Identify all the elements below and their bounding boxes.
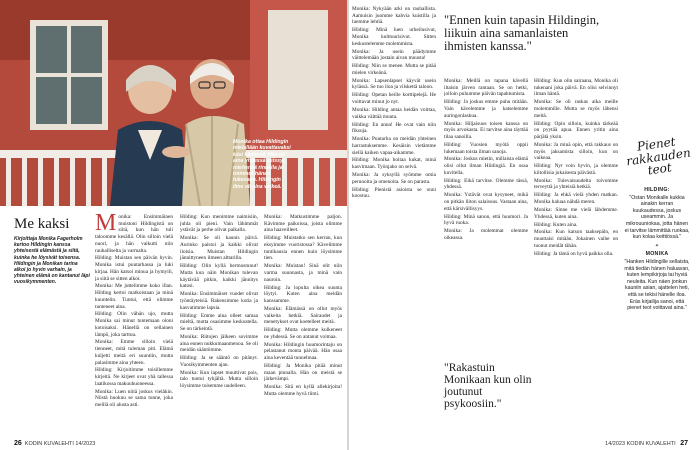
paragraph: Hilding: Emme aina olleet samaa mieltä, mutta osasimme keskustella. Se on tärkeintä. [180,312,258,332]
paragraph: Monika: Hiljaisuus toisen kanssa on myös arvokasta. Ei tarvitse aina täyttää tilaa sanoilla. [444,120,528,140]
paragraph: Hilding: Kuten aina. [534,221,578,228]
paragraph: Monika: Ja minä opin, että rakkaus on myös jaksamista silloin, kun on vaikeaa. [534,141,618,162]
paragraph: Monika: Hilding antaa heidän voittaa, vaikka väittää muuta. [352,106,436,120]
right-page [348,0,696,450]
paragraph: Hilding: Olin kyllä hermostunut! Mutta kun näin Monikan tulevan käytävää pitkin, kaikki jännitys katosi. [180,263,258,290]
paragraph: Hilding: Ja lopulta oikea suunta löytyi. Kuten aina meidän kanssamme. [264,284,342,304]
page-number: 27 [680,440,688,447]
paragraph: Hilding: Ja joskus emme puhu mitään. Vain kävelemme ja katselemme auringonlaskua. [444,99,528,119]
paragraph: Hilding: Kirjoitimme toisillemme kirjeitä. Ne kirjeet ovat yhä tallessa laatikossa makuuhuoneessa. [95,367,173,387]
paragraph: Hilding: Ja tämä on hyvä paikka olla. [534,250,614,257]
paragraph: Hilding: Niin se menee. Mutta se pitää mielen virkeänä. [352,63,436,76]
paragraph: Hilding: Ja Monika pitää minut maan pinnalla. Hän on meistä se järkevämpi. [264,363,342,383]
paragraph: Monika: Nykyään arki on rauhallista. Aamuisin juomme kahvia kuistilla ja luemme lehtiä. [352,6,436,26]
sidebar-name-monika: MONIKA [645,251,669,258]
right-column-1 [352,6,436,438]
paragraph: Hilding: Ja se sääntö on pitänyt. Vuosikymmenten ajan. [180,355,258,368]
paragraph: Monika: Sinne me vielä lähdemme. Yhdessä, kuten aina. [534,206,618,220]
paragraph: Monika: Me juttelimme koko illan. Hilding kertoi matkoistaan ja minä kuuntelin. Tuntui, että olimme tunteneet aina. [95,283,173,310]
paragraph: Monika: Se oli kaunis päivä. Aurinko paistoi ja kaikki olivat iloisia. Muistan Hildingin jännittyneen ilmeen alttarilla. [180,235,258,262]
paragraph: Monika: Sitä en kyllä allekirjoita! Mutta olemme hyvä tiimi. [264,384,342,398]
paragraph: Monika: Riitojen jälkeen sovimme aina ennen nukkumaanmenoa. Se oli meidän sääntömme. [180,333,258,354]
left-column-2 [180,214,258,436]
paragraph: Hilding: En anna! He ovat vain niin fiksuja. [352,121,436,135]
sidebar-name-hilding: HILDING: [644,187,670,193]
left-column-3 [264,214,342,436]
paragraph: Hilding: Opetan heille korttipelejä. He voittavat minut jo nyt. [352,92,436,106]
paragraph: Monika: Puutarha on meidän yhteinen harrastuksemme. Kesäisin vietämme siellä kaiken vapaa-aikamme. [352,136,436,156]
paragraph: Monika: Hildingin huumorintaju on pelastanut monta päivää. Hän osaa aina keventää tunnelmaa. [264,341,342,362]
sidebar-title: Pienet rakkauden teot [625,134,692,178]
pull-quote-bottom: "Rakastuin Monikaan kun olin joutunut psykoosiin." [444,362,532,410]
paragraph: Monika: Ja syksyllä syömme omia perunoita ja omenoita. Se on parasta. [352,172,436,185]
paragraph: Hilding: Monika hoitaa kukat, minä kasvimaan. Työnjako on selvä. [352,157,436,171]
paragraph: Monika: Ensimmäinen muistoni Hildingistä on siitä, kun hän tuli taloomme kesällä. Olin silloin vielä nuori, ja hän vaikutti niin rauhalliselta ja varmalta. [95,214,173,254]
paragraph: Hilding: Ja ehkä vielä yhden matkan. Monika haluaa nähdä meren. [534,192,618,206]
paragraph: Hilding: Kun menimme naimisiin, juhla oli pieni. Vain lähimmät ystävät ja perhe olivat paikalla. [180,214,258,234]
paragraph: Hilding: Minä sanon, että huumori. Ja hyvä ruoka. [444,213,528,227]
paragraph: Monika: Meillä on tapana kävellä iltaisin järven rantaan. Se on hetki, jolloin puhumme päivän tapahtumista. [444,78,528,98]
right-column-2 [444,78,528,358]
article-heading: Me kaksi [14,216,70,232]
paragraph: Monika: Elämässä on ollut myös vaikeita hetkiä. Sairaudet ja menetykset ovat koetelleet meitä. [264,305,342,326]
paragraph: Hilding: Eikä tarvitse. Olemme tässä, yhdessä. [444,177,528,191]
magazine-name: KODIN KUVALEHTI 14/2023 [24,441,96,447]
paragraph: Hilding: Opin silloin, kuinka tärkeää on pyytää apua. Ennen yritin aina pärjätä yksin. [534,120,618,140]
divider-star-icon: ✦ [654,242,660,249]
paragraph: Monika: Ensimmäiset vuodet olivat työntäyteisiä. Rakensimme kotia ja kasvatimme lapsia. [180,291,258,311]
paragraph: Monika: Matkustimme paljon. Kävimme paikoissa, joista olimme aina haaveilleet. [264,214,342,234]
paragraph: Monika: Se oli raskas aika meille molemmille. Mutta se myös lähensi meitä. [534,99,618,119]
paragraph: Monika: Ystävät ovat kysyneet, mikä on pitkän liiton salaisuus. Vastaan aina, että kärsivällisyys. [444,192,528,212]
paragraph: Hilding: Vuosien myötä oppii lukemaan toista ilman sanoja. [444,141,528,155]
paragraph: Hilding: Minä luen urheilusivut, Monika kulttuurisivut. Sitten keskustelemme molemmista. [352,27,436,47]
paragraph: Hilding: Kun olin sairaana, Monika oli tukenani joka päivä. En olisi selvinnyt ilman häntä. [534,78,618,98]
paragraph: Monika: Tulevaisuudelta toivomme terveyttä ja yhteisiä hetkiä. [534,177,618,191]
sidebar-text-hilding: "Ostan Monikalle kukkia ainakin kerran kuukaudessa, joskus useammin. Ja mikrouuniokaa, jotta hänen ei tarvitse lämmittää ruokaa, kun kolaa keittiössä." [624,194,690,241]
magazine-name: 14/2023 KODIN KUVALEHTI [605,441,676,447]
photo-caption: Monika ottaa Hildingin mielellään kuvattavaksi käsi kädessä. Hän oli aina yhdessä seissyt miehensä rinnalla ja toiminut hänen tukenaan. Hildingin ilme oli aina veikeä. [233,139,291,190]
left-column-1 [95,214,173,436]
photo-illustration [0,0,348,206]
paragraph: Hilding: Muistan sen päivän hyvin. Monika istui puutarhassa ja luki kirjaa. Hän katsoi minua ja hymyili, ja siitä se sitten alkoi. [95,255,173,282]
paragraph: Hilding: Olin vähän ujo, mutta Monika sai minut tuntemaan oloni kotoisaksi. Hänellä on sellainen lämpö, joka tarttuu. [95,311,173,338]
right-column-3 [534,78,618,438]
paragraph: Monika: Muistan! Sinä olit niin varma suunnasta, ja minä vain nauroin. [264,263,342,283]
paragraph: Hilding: Mutta olemme kulkeneet ne yhdessä. Se on antanut voimaa. [264,327,342,340]
page-number: 26 [14,440,22,447]
paragraph: Monika: Luen niitä joskus vieläkin. Niistä huokuu se sama tunne, joka meillä oli alusta asti. [95,388,173,409]
paragraph: Monika: Kun katson taaksepäin, en muuttaisi mitään. Jokainen vaihe on tuonut meidät tähän. [534,229,618,249]
paragraph: Hilding: Pienistä asioista se onni koostuu. [352,186,436,200]
paragraph: Monika: Joskus mietin, millaista elämä olisi ollut ilman Hildingiä. En osaa kuvitella. [444,156,528,176]
couple-photo [0,0,348,206]
pull-quote-top: "Ennen kuin tapasin Hildingin, liikuin aina samanlaisten ihmisten kanssa." [444,13,600,53]
sidebar-box [624,186,690,314]
paragraph: Hilding: Muistatko sen kerran, kun eksyimme vuoristossa? Kävelimme tuntikausia ennen kuin löysimme tien. [264,235,342,262]
page-folio-left [14,440,95,447]
paragraph: Monika: Lapsenlapset käyvät usein kylässä. Se tuo iloa ja vilskettä taloon. [352,77,436,91]
paragraph: Monika: Emme silloin vielä tienneet, mitä tuleman piti. Elämä kuljetti meitä eri suuntiin, mutta palasimme aina yhteen. [95,339,173,366]
article-intro: Kirjoittaja Monika Fagerholm kertoo Hildingin kanssa yhteisestä elämästä ja siitä, kuinka he löysivät toisensa. Hildingin ja Monikan tarina alkoi jo hyvin varhain, ja yhteinen elämä on kantanut läpi vuosikymmenten. [14,236,90,286]
paragraph: Monika: Kun lapset muuttivat pois, talo tuntui tyhjältä. Mutta silloin löysimme toisemme uudelleen. [180,369,258,390]
paragraph: Monika: Ja usein päädymme väittelemään jostain aivan muusta! [352,48,436,62]
dropcap: M [95,214,117,236]
paragraph: Hilding: Nyt voin hyvin, ja olemme kiitollisia jokaisesta päivästä. [534,163,618,176]
page-folio-right [605,440,688,447]
paragraph: Monika: Ja molemmat olemme oikeassa. [444,228,528,241]
sidebar-text-monika: "Hanken Hildingille sellaista, mitä tiedän hänen haluavan, kuten lempikirjoja tai hyviä neuleita. Kun näen jonkun kauniin asian, ajattelen heti, että se tekisi hänelle iloa. Eräs kirjailija sanoi, että pienet teot voittavat aina." [624,258,690,312]
